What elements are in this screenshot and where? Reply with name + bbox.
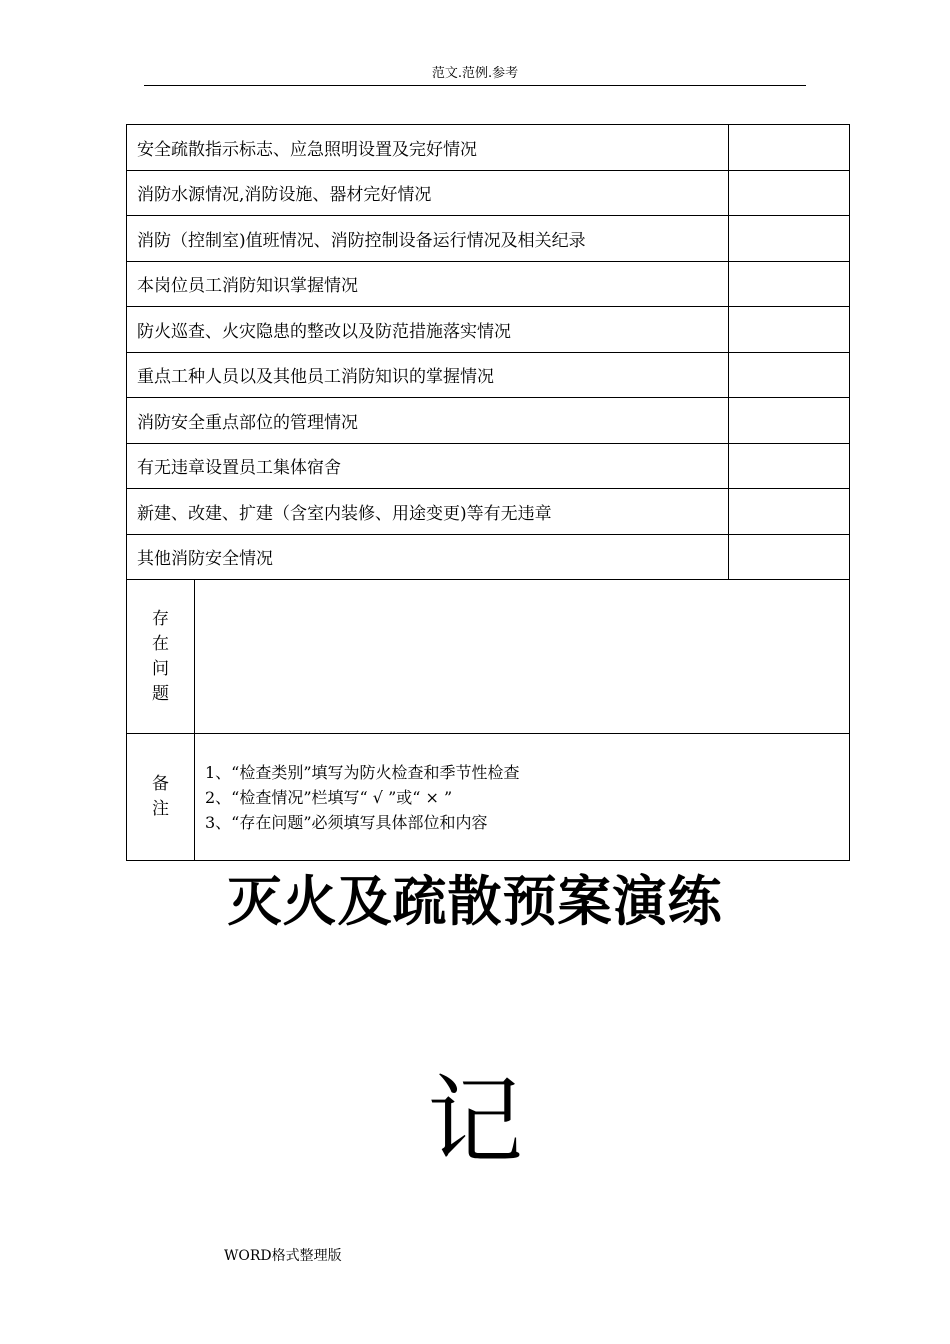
notes-label-char: 注: [152, 799, 169, 819]
table-row: [127, 489, 850, 535]
item-label: 重点工种人员以及其他员工消防知识的掌握情况: [127, 352, 729, 398]
problems-label-char: 在: [152, 633, 169, 654]
check-cell[interactable]: [729, 307, 850, 353]
table-row: [127, 261, 850, 307]
problems-content-cell[interactable]: [195, 580, 850, 734]
table-row: [127, 170, 850, 216]
table-row: [127, 352, 850, 398]
check-cell[interactable]: [729, 352, 850, 398]
note-line: 1、“检查类别”填写为防火检查和季节性检查: [205, 762, 520, 782]
item-label: 防火巡查、火灾隐患的整改以及防范措施落实情况: [127, 307, 729, 353]
item-label: 新建、改建、扩建（含室内装修、用途变更)等有无违章: [127, 489, 729, 535]
page-header: 范文.范例.参考: [431, 66, 519, 81]
check-cell[interactable]: [729, 443, 850, 489]
notes-content-cell: [195, 734, 850, 861]
check-cell[interactable]: [729, 216, 850, 262]
notes-label: [127, 734, 195, 861]
problems-label: [127, 580, 195, 734]
table-row: [127, 216, 850, 262]
check-cell[interactable]: [729, 489, 850, 535]
table-row: [127, 307, 850, 353]
header-rule: [144, 85, 806, 86]
note-line: 3、“存在问题”必须填写具体部位和内容: [205, 812, 488, 832]
problems-label-char: 存: [152, 608, 169, 629]
check-cell[interactable]: [729, 125, 850, 171]
item-label: 其他消防安全情况: [127, 534, 729, 580]
check-cell[interactable]: [729, 170, 850, 216]
check-cell[interactable]: [729, 534, 850, 580]
check-cell[interactable]: [729, 261, 850, 307]
problems-label-char: 题: [152, 683, 169, 704]
notes-row: [127, 734, 850, 861]
item-label: 安全疏散指示标志、应急照明设置及完好情况: [127, 125, 729, 171]
table-row: [127, 398, 850, 444]
item-label: 消防水源情况,消防设施、器材完好情况: [127, 170, 729, 216]
problems-row: [127, 580, 850, 734]
page-footer: WORD格式整理版: [224, 1248, 342, 1264]
item-label: 消防安全重点部位的管理情况: [127, 398, 729, 444]
check-cell[interactable]: [729, 398, 850, 444]
item-label: 消防（控制室)值班情况、消防控制设备运行情况及相关纪录: [127, 216, 729, 262]
item-label: 本岗位员工消防知识掌握情况: [127, 261, 729, 307]
inspection-table: [126, 124, 850, 861]
table-row: [127, 125, 850, 171]
document-title: 灭火及疏散预案演练: [227, 870, 723, 933]
note-line: 2、“检查情况”栏填写“ √ ”或“ × ”: [205, 787, 453, 807]
table-row: [127, 443, 850, 489]
notes-label-char: 备: [152, 774, 169, 794]
item-label: 有无违章设置员工集体宿舍: [127, 443, 729, 489]
table-row: [127, 534, 850, 580]
problems-label-char: 问: [152, 658, 169, 679]
title-large-character: 记: [427, 1065, 523, 1177]
